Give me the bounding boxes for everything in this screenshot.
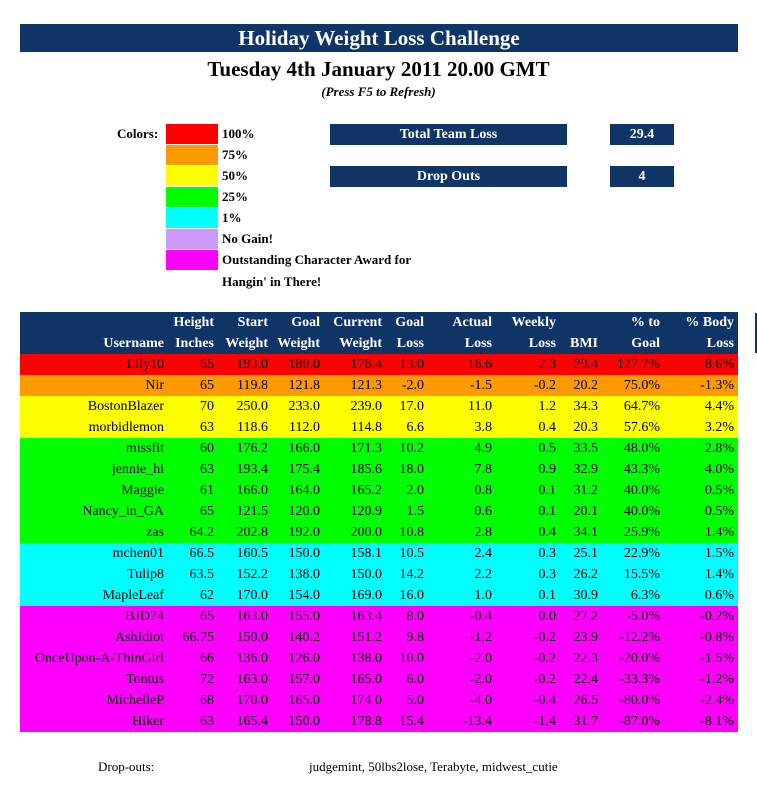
cell-actual-loss: -2.0: [469, 651, 492, 666]
table-row: [20, 522, 738, 543]
cell-current-weight: 138.0: [350, 651, 382, 666]
cell-actual-loss: 0.8: [474, 483, 492, 498]
cell-current-weight: 165.2: [350, 483, 382, 498]
cell-weekly-loss: 0.0: [538, 609, 556, 624]
cell-start-weight: 166.0: [236, 483, 268, 498]
cell-weekly-loss: 0.1: [538, 483, 556, 498]
cell-goal-weight: 157.0: [288, 672, 320, 687]
legend-label-character-line2: Hangin' in There!: [222, 274, 322, 289]
cell-pct-body-loss: 1.4%: [704, 567, 734, 582]
cell-goal-loss: 15.4: [399, 714, 424, 729]
legend-swatch-1: [166, 208, 218, 228]
table-row: [20, 627, 738, 648]
cell-current-weight: 120.9: [350, 504, 382, 519]
cell-bmi: 34.1: [573, 525, 598, 540]
cell-current-weight: 121.3: [350, 378, 382, 393]
refresh-note: (Press F5 to Refresh): [321, 84, 436, 99]
cell-bmi: 29.4: [573, 357, 598, 372]
cell-actual-loss: 0.6: [474, 504, 492, 519]
cell-pct-to-goal: 64.7%: [623, 399, 660, 414]
table-row: [20, 501, 738, 522]
cell-bmi: 25.1: [573, 546, 598, 561]
cell-actual-loss: 2.4: [474, 546, 492, 561]
cell-username: Nancy_in_GA: [82, 504, 164, 519]
legend-label-75: 75%: [222, 147, 248, 162]
cell-current-weight: 171.3: [350, 441, 382, 456]
cell-actual-loss: -13.4: [462, 714, 492, 729]
header-height-inches-line2: Inches: [168, 333, 218, 354]
cell-actual-loss: 7.8: [474, 462, 492, 477]
total-team-loss-label: Total Team Loss: [330, 124, 567, 145]
cell-weekly-loss: -0.2: [533, 630, 556, 645]
cell-bmi: 22.3: [573, 651, 598, 666]
legend-swatch-25: [166, 187, 218, 207]
table-header-row-2: [20, 333, 738, 354]
cell-pct-body-loss: 1.5%: [704, 546, 734, 561]
cell-height-inches: 63: [200, 462, 214, 477]
cell-username: Lily10: [126, 357, 164, 372]
drop-outs-value: 4: [610, 166, 674, 187]
cell-username: missfit: [125, 441, 164, 456]
header-pct-to-goal-line1: % to: [602, 312, 664, 333]
header-bmi-line2: BMI: [560, 333, 602, 354]
header-goal-weight-line2: Weight: [272, 333, 324, 354]
cell-pct-to-goal: 75.0%: [623, 378, 660, 393]
cell-username: Hiker: [132, 714, 164, 729]
legend-label-1: 1%: [222, 210, 242, 225]
table-row: [20, 480, 738, 501]
header-current-weight-line2: Weight: [324, 333, 386, 354]
cell-goal-loss: 17.0: [399, 399, 424, 414]
cell-pct-body-loss: 8.6%: [704, 357, 734, 372]
cell-start-weight: 136.0: [236, 651, 268, 666]
cell-pct-to-goal: 127.7%: [616, 357, 660, 372]
cell-goal-weight: 155.0: [288, 609, 320, 624]
cell-start-weight: 119.8: [237, 378, 268, 393]
cell-goal-loss: 2.0: [406, 483, 424, 498]
cell-actual-loss: 4.9: [474, 441, 492, 456]
legend-swatch-100: [166, 124, 218, 144]
cell-username: MapleLeaf: [102, 588, 164, 603]
dropouts-label: Drop-outs:: [98, 759, 155, 774]
cell-weekly-loss: -0.2: [533, 672, 556, 687]
cell-goal-loss: 13.0: [399, 357, 424, 372]
cell-start-weight: 170.0: [236, 693, 268, 708]
cell-height-inches: 66.75: [182, 630, 214, 645]
legend-label-25: 25%: [222, 189, 248, 204]
header-goal-loss-line2: Loss: [386, 333, 428, 354]
legend-swatch-no-gain: [166, 229, 218, 249]
cell-height-inches: 63: [200, 420, 214, 435]
cell-height-inches: 66: [200, 651, 214, 666]
cell-current-weight: 158.1: [350, 546, 382, 561]
cell-current-weight: 165.0: [350, 672, 382, 687]
cell-goal-weight: 150.0: [288, 714, 320, 729]
table-row: [20, 648, 738, 669]
table-row: [20, 669, 738, 690]
cell-height-inches: 70: [200, 399, 214, 414]
cell-height-inches: 63: [200, 714, 214, 729]
cell-goal-weight: 165.0: [288, 693, 320, 708]
cell-username: AshIdiot: [115, 630, 164, 645]
cell-weekly-loss: -0.4: [533, 693, 556, 708]
cell-goal-weight: 138.0: [288, 567, 320, 582]
header-actual-loss-line1: Actual: [428, 312, 496, 333]
cell-height-inches: 65: [200, 504, 214, 519]
table-row: [20, 564, 738, 585]
cell-current-weight: 200.0: [350, 525, 382, 540]
cell-goal-loss: 8.0: [406, 609, 424, 624]
cell-goal-weight: 126.0: [288, 651, 320, 666]
cell-actual-loss: 2.8: [474, 525, 492, 540]
cell-goal-weight: 112.0: [289, 420, 320, 435]
cell-bmi: 26.5: [573, 693, 598, 708]
cell-bmi: 23.9: [573, 630, 598, 645]
cell-username: MichelleP: [106, 693, 164, 708]
cell-pct-to-goal: -33.3%: [619, 672, 660, 687]
legend-label: Colors:: [117, 126, 159, 141]
cell-goal-loss: 10.0: [399, 651, 424, 666]
legend-label-character: Outstanding Character Award for: [222, 252, 412, 267]
cell-bmi: 22.4: [573, 672, 598, 687]
cell-actual-loss: 16.6: [467, 357, 492, 372]
cell-actual-loss: 3.8: [474, 420, 492, 435]
cell-actual-loss: -1.5: [469, 378, 492, 393]
cell-current-weight: 150.0: [350, 567, 382, 582]
cell-pct-to-goal: 57.6%: [623, 420, 660, 435]
cell-bmi: 34.3: [573, 399, 598, 414]
legend-swatch-75: [166, 145, 218, 165]
cell-goal-weight: 233.0: [288, 399, 320, 414]
cell-bmi: 20.3: [573, 420, 598, 435]
cell-height-inches: 65: [200, 378, 214, 393]
cell-pct-to-goal: -80.0%: [619, 693, 660, 708]
cell-username: morbidlemon: [88, 420, 164, 435]
cell-pct-body-loss: 2.8%: [704, 441, 734, 456]
cell-start-weight: 176.2: [236, 441, 268, 456]
cell-actual-loss: 2.2: [474, 567, 492, 582]
cell-goal-loss: 18.0: [399, 462, 424, 477]
cell-goal-loss: 5.0: [406, 693, 424, 708]
cell-goal-loss: 16.0: [399, 588, 424, 603]
cell-goal-weight: 140.2: [288, 630, 320, 645]
table-row: [20, 354, 738, 375]
cell-pct-body-loss: -8.1%: [700, 714, 734, 729]
cell-current-weight: 114.8: [351, 420, 382, 435]
cell-height-inches: 64.2: [189, 525, 214, 540]
cell-start-weight: 150.0: [236, 630, 268, 645]
cell-goal-loss: 10.5: [399, 546, 424, 561]
cell-bmi: 32.9: [573, 462, 598, 477]
date-subtitle: Tuesday 4th January 2011 20.00 GMT: [207, 57, 550, 81]
cell-actual-loss: 11.0: [468, 399, 492, 414]
cell-current-weight: 185.6: [350, 462, 382, 477]
cell-start-weight: 193.0: [236, 357, 268, 372]
table-row: [20, 690, 738, 711]
cell-actual-loss: -0.4: [469, 609, 492, 624]
cell-username: Nir: [145, 378, 164, 393]
cell-username: BostonBlazer: [87, 399, 164, 414]
total-team-loss-value: 29.4: [610, 124, 674, 145]
cell-start-weight: 193.4: [236, 462, 268, 477]
cell-height-inches: 68: [200, 693, 214, 708]
cell-goal-weight: 192.0: [288, 525, 320, 540]
cell-weekly-loss: 0.3: [538, 567, 556, 582]
cell-bmi: 30.9: [573, 588, 598, 603]
header-goal-loss-line1: Goal: [386, 312, 428, 333]
cell-actual-loss: 1.0: [474, 588, 492, 603]
cell-height-inches: 62: [200, 588, 214, 603]
table-row: [20, 606, 738, 627]
cell-username: Tulip8: [127, 567, 164, 582]
cell-start-weight: 118.6: [237, 420, 268, 435]
cell-pct-body-loss: 3.2%: [704, 420, 734, 435]
header-pct-body-loss-line2: Loss: [664, 333, 738, 354]
cell-goal-loss: 10.8: [399, 525, 424, 540]
cell-goal-weight: 120.0: [288, 504, 320, 519]
cell-goal-weight: 175.4: [288, 462, 320, 477]
cell-current-weight: 178.8: [350, 714, 382, 729]
table-row: [20, 375, 738, 396]
table-row: [20, 459, 738, 480]
cell-pct-body-loss: 0.6%: [704, 588, 734, 603]
cell-goal-weight: 154.0: [288, 588, 320, 603]
cell-pct-to-goal: 40.0%: [623, 504, 660, 519]
cell-current-weight: 163.4: [350, 609, 382, 624]
table-row: [20, 711, 738, 732]
cell-start-weight: 121.5: [236, 504, 268, 519]
cell-start-weight: 170.0: [236, 588, 268, 603]
cell-username: BJD74: [125, 609, 164, 624]
cell-pct-to-goal: 6.3%: [630, 588, 660, 603]
cell-goal-weight: 180.0: [288, 357, 320, 372]
cell-weekly-loss: 1.2: [538, 399, 556, 414]
cell-start-weight: 163.0: [236, 672, 268, 687]
cell-pct-body-loss: 0.5%: [704, 483, 734, 498]
cell-height-inches: 66.5: [189, 546, 214, 561]
cell-pct-body-loss: -0.8%: [700, 630, 734, 645]
header-bmi-line1: [560, 312, 602, 333]
legend-label-no-gain: No Gain!: [222, 231, 273, 246]
weight-loss-table: [20, 312, 738, 732]
cell-goal-loss: 6.0: [406, 672, 424, 687]
cell-weekly-loss: 0.3: [538, 546, 556, 561]
cell-current-weight: 239.0: [350, 399, 382, 414]
cell-bmi: 26.2: [573, 567, 598, 582]
table-row: [20, 543, 738, 564]
cell-pct-to-goal: -20.0%: [619, 651, 660, 666]
cell-bmi: 20.1: [573, 504, 598, 519]
drop-outs-label: Drop Outs: [330, 166, 567, 187]
cell-start-weight: 202.8: [236, 525, 268, 540]
table-row: [20, 417, 738, 438]
cell-bmi: 20.2: [573, 378, 598, 393]
cell-weekly-loss: 0.4: [538, 420, 556, 435]
table-header-row-1: [20, 312, 738, 333]
cell-actual-loss: -4.0: [469, 693, 492, 708]
cell-pct-to-goal: 15.5%: [623, 567, 660, 582]
legend-label-50: 50%: [222, 168, 248, 183]
cell-pct-to-goal: -12.2%: [619, 630, 660, 645]
cell-username: jennie_hi: [111, 462, 164, 477]
cell-height-inches: 61: [200, 483, 214, 498]
header-actual-loss-line2: Loss: [428, 333, 496, 354]
cell-username: Maggie: [121, 483, 164, 498]
cell-bmi: 31.7: [573, 714, 598, 729]
cell-username: OnceUpon-A-ThinGirl: [34, 651, 164, 666]
cell-current-weight: 151.2: [350, 630, 382, 645]
cell-current-weight: 176.4: [350, 357, 382, 372]
header-weekly-loss-line1: Weekly: [496, 312, 560, 333]
cell-height-inches: 65: [200, 357, 214, 372]
legend-swatch-character: [166, 250, 218, 270]
table-body: [20, 354, 738, 732]
dropouts-list: judgemint, 50lbs2lose, Terabyte, midwest_cutie: [309, 759, 558, 774]
cell-pct-body-loss: -0.2%: [700, 609, 734, 624]
cell-weekly-loss: -1.4: [533, 714, 556, 729]
cell-height-inches: 63.5: [189, 567, 214, 582]
cell-goal-weight: 164.0: [288, 483, 320, 498]
cell-pct-body-loss: 1.4%: [704, 525, 734, 540]
cell-height-inches: 65: [200, 609, 214, 624]
cell-goal-loss: 1.5: [406, 504, 424, 519]
cell-height-inches: 72: [200, 672, 214, 687]
cell-height-inches: 60: [200, 441, 214, 456]
cell-pct-body-loss: -2.4%: [700, 693, 734, 708]
cell-weekly-loss: 0.4: [538, 525, 556, 540]
cell-start-weight: 160.5: [236, 546, 268, 561]
cell-weekly-loss: 2.3: [538, 357, 556, 372]
cell-goal-loss: 9.8: [406, 630, 424, 645]
header-start-weight-line1: Start: [218, 312, 272, 333]
cell-start-weight: 250.0: [236, 399, 268, 414]
cell-username: mchen01: [112, 546, 164, 561]
cell-pct-to-goal: -5.0%: [626, 609, 660, 624]
header-pct-body-loss-line1: % Body: [664, 312, 738, 333]
cell-pct-to-goal: 22.9%: [623, 546, 660, 561]
cell-start-weight: 163.0: [236, 609, 268, 624]
header-current-weight-line1: Current: [324, 312, 386, 333]
cell-bmi: 31.2: [573, 483, 598, 498]
table-row: [20, 438, 738, 459]
cell-pct-to-goal: 48.0%: [623, 441, 660, 456]
cell-pct-body-loss: 0.5%: [704, 504, 734, 519]
cell-pct-body-loss: -1.5%: [700, 651, 734, 666]
cell-pct-to-goal: 43.3%: [623, 462, 660, 477]
cell-weekly-loss: 0.5: [538, 441, 556, 456]
header-pct-to-goal-line2: Goal: [602, 333, 664, 354]
cell-pct-body-loss: 4.4%: [704, 399, 734, 414]
cell-bmi: 33.5: [573, 441, 598, 456]
cell-current-weight: 169.0: [350, 588, 382, 603]
cell-goal-weight: 166.0: [288, 441, 320, 456]
header-start-weight-line2: Weight: [218, 333, 272, 354]
cell-goal-loss: 10.2: [399, 441, 424, 456]
cell-goal-loss: 6.6: [406, 420, 424, 435]
cell-weekly-loss: 0.1: [538, 504, 556, 519]
cell-weekly-loss: 0.9: [538, 462, 556, 477]
cell-pct-body-loss: 4.0%: [704, 462, 734, 477]
legend-label-100: 100%: [222, 126, 255, 141]
cell-pct-body-loss: -1.2%: [700, 672, 734, 687]
cell-weekly-loss: 0.1: [538, 588, 556, 603]
page-title: Holiday Weight Loss Challenge: [20, 24, 738, 52]
cell-pct-to-goal: 25.9%: [623, 525, 660, 540]
cell-actual-loss: -2.0: [469, 672, 492, 687]
cell-goal-weight: 121.8: [288, 378, 320, 393]
header-goal-weight-line1: Goal: [272, 312, 324, 333]
cell-start-weight: 152.2: [236, 567, 268, 582]
cell-username: Tontus: [126, 672, 164, 687]
legend-swatch-50: [166, 166, 218, 186]
cell-bmi: 27.2: [573, 609, 598, 624]
header-height-inches-line1: Height: [168, 312, 218, 333]
cell-weekly-loss: -0.2: [533, 378, 556, 393]
cell-goal-weight: 150.0: [288, 546, 320, 561]
cell-weekly-loss: -0.2: [533, 651, 556, 666]
header-username-line1: [20, 312, 168, 333]
cell-goal-loss: -2.0: [401, 378, 424, 393]
table-row: [20, 585, 738, 606]
cell-pct-body-loss: -1.3%: [700, 378, 734, 393]
cell-actual-loss: -1.2: [469, 630, 492, 645]
header-weekly-loss-line2: Loss: [496, 333, 560, 354]
cell-start-weight: 165.4: [236, 714, 268, 729]
cell-pct-to-goal: -87.0%: [619, 714, 660, 729]
cell-current-weight: 174.0: [350, 693, 382, 708]
table-row: [20, 396, 738, 417]
cell-pct-to-goal: 40.0%: [623, 483, 660, 498]
cell-username: zas: [146, 525, 164, 540]
header-username-line2: Username: [20, 333, 168, 354]
cell-goal-loss: 14.2: [399, 567, 424, 582]
